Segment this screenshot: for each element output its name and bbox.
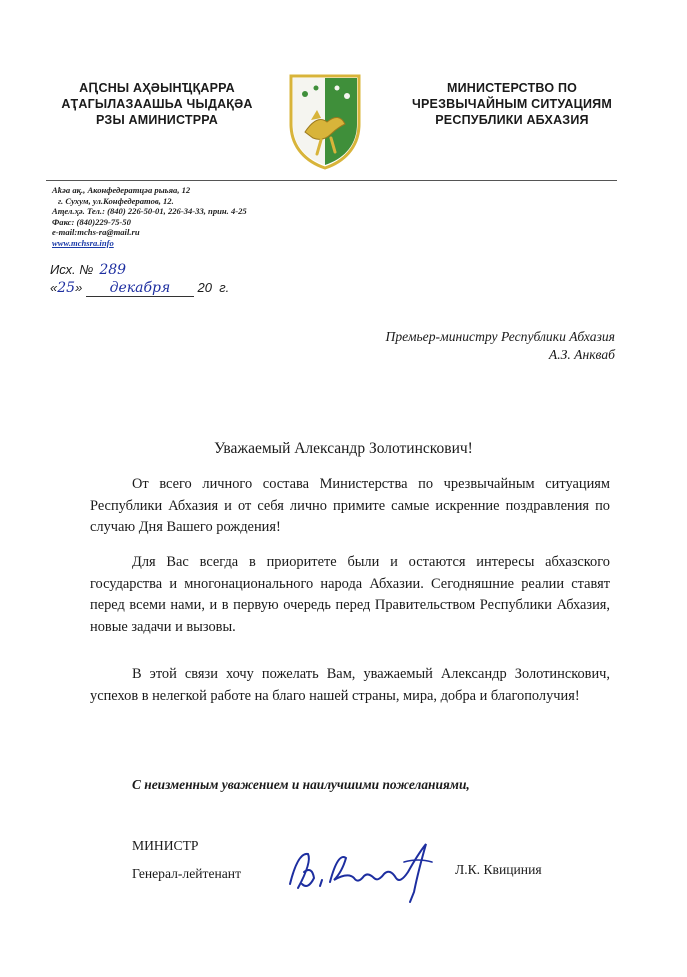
header-left-line-1: АԤСНЫ АҲӘЫНҴҚАРРА [79, 81, 235, 95]
date-year-suffix: г. [219, 280, 230, 295]
contact-phone: Аҭел.ҳә. Тел.: (840) 226-50-01, 226-34-33, прин. 4-25 [52, 206, 247, 217]
body-paragraph-2 [90, 552, 610, 638]
header-divider [46, 180, 617, 181]
closing-phrase: С неизменным уважением и наилучшими пожеланиями, [132, 777, 470, 792]
header-left-line-3: РЗЫ АМИНИСТРРА [96, 113, 218, 127]
date-close-quote: » [75, 280, 83, 295]
header-right-line-1: МИНИСТЕРСТВО ПО [446, 81, 578, 95]
body-paragraph-1-text: От всего личного состава Министерства по чрезвычайным ситуациям Республики Абхазия и от себя лично примите самые искренние поздравления по случаю Дня Вашего рождения! [90, 476, 610, 535]
handwritten-signature-icon [268, 832, 448, 904]
body-paragraph-3 [90, 664, 610, 707]
addressee-block [386, 328, 615, 364]
date-year-prefix: 20 [197, 280, 213, 295]
addressee-position: Премьер-министру Республики Абхазия [385, 329, 615, 344]
reference-number: 289 [99, 262, 127, 278]
body-paragraph-1 [90, 474, 610, 539]
signer-rank: Генерал-лейтенант [132, 866, 242, 881]
date-month: декабря [109, 280, 171, 296]
outgoing-reference [50, 262, 126, 278]
header-right-org-name [392, 80, 632, 128]
body-paragraph-3-text: В этой связи хочу пожелать Вам, уважаемый Александр Золотинскович, успехов в нелегкой работе на благо нашей страны, мира, добра и благополучия! [90, 666, 610, 704]
contacts-block [52, 185, 352, 249]
header-left-line-2: АҬАГЫЛАЗААШЬА ЧЫДАҚӘА [61, 97, 253, 111]
date-open-quote: « [50, 280, 58, 295]
contact-email: e-mail:mchs-ra@mail.ru [52, 227, 140, 238]
contact-fax: Факс: (840)229-75-50 [52, 216, 131, 227]
contact-address-abkhaz: Аҟәа ақ., Аконфедератцәа рыьяа, 12 [52, 185, 191, 195]
contact-address-russian: г. Сухум, ул.Конфедератов, 12. [58, 195, 174, 206]
header-right-line-3: РЕСПУБЛИКИ АБХАЗИЯ [435, 113, 589, 127]
salutation: Уважаемый Александр Золотинскович! [214, 440, 473, 457]
contact-website-link[interactable]: www.mchsra.info [52, 237, 114, 248]
signer-title: МИНИСТР [132, 838, 199, 853]
header-left-org-name [52, 80, 262, 128]
body-paragraph-2-text: Для Вас всегда в приоритете были и остаются интересы абхазского государства и многонационального народа Абхазии. Сегодняшние реалии ставят перед всеми нами, и в первую очередь перед Правительством Республики Абхазия, новые задачи и вызовы. [90, 554, 610, 635]
reference-prefix: Исх. № [50, 262, 94, 277]
header-right-line-2: ЧРЕЗВЫЧАЙНЫМ СИТУАЦИЯМ [412, 97, 612, 111]
date-day: 25 [57, 280, 76, 296]
signer-name: Л.К. Квициния [455, 862, 542, 877]
abkhazia-coat-of-arms-icon [287, 72, 363, 170]
letter-date [50, 280, 229, 297]
addressee-name: А.З. Анкваб [548, 347, 615, 362]
